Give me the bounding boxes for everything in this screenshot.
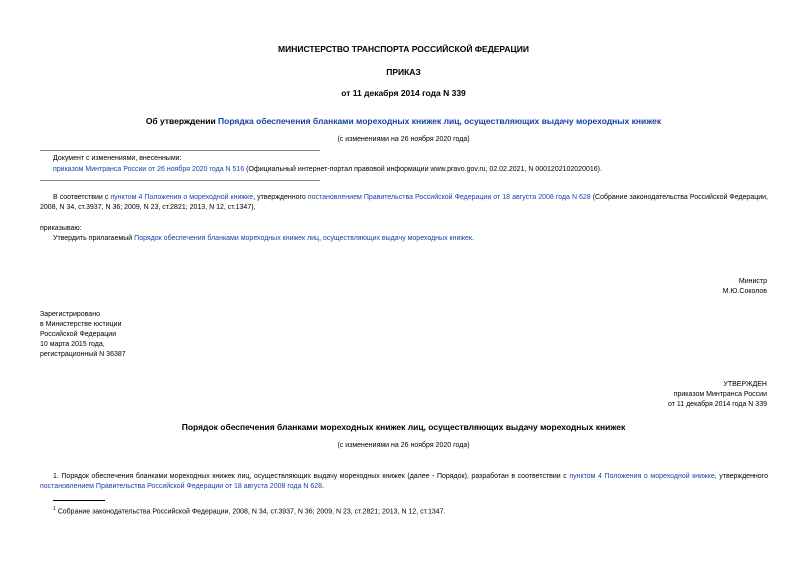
registration-line: в Министерстве юстиции (40, 321, 122, 328)
registration-line: Зарегистрировано (40, 311, 100, 318)
signature-position: Министр (738, 278, 767, 285)
changes-order-link[interactable]: приказом Минтранса России от 26 ноября 2020 года N 516 (53, 166, 245, 173)
procedure-amendment: (с изменениями на 26 ноября 2020 года) (337, 442, 470, 449)
registration-line: Российской Федерации (40, 331, 117, 338)
preamble-regulation-link[interactable]: пунктом 4 Положения о мореходной книжке (110, 194, 254, 201)
approve-text-2: . (472, 235, 474, 242)
doc-type-heading: ПРИКАЗ (386, 67, 421, 77)
preamble-text-2: , утвержденного (253, 194, 308, 201)
registration-block (40, 310, 126, 360)
procedure-resolution-link[interactable]: постановлением Правительства Российской Федерации от 18 августа 2008 года N 628 (40, 483, 323, 490)
footnote (53, 506, 446, 515)
order-word: приказываю: (40, 225, 82, 232)
footnote-rule (53, 500, 105, 501)
order-date-number: от 11 декабря 2014 года N 339 (341, 88, 466, 98)
approve-procedure-link[interactable]: Порядок обеспечения бланками мореходных книжек лиц, осуществляющих выдачу мореходных книжек (134, 235, 472, 242)
title-procedure-link[interactable]: Порядка обеспечения бланками мореходных книжек лиц, осуществляющих выдачу мореходных книжек (218, 116, 662, 126)
registration-line: 10 марта 2015 года, (40, 341, 105, 348)
preamble-text-1: В соответствии с (53, 194, 111, 201)
preamble-paragraph (40, 193, 768, 213)
footnote-mark: 1 (53, 506, 56, 512)
preamble-resolution-link[interactable]: постановлением Правительства Российской Федерации от 18 августа 2008 года N 628 (307, 194, 591, 201)
approve-text-1: Утвердить прилагаемый (53, 235, 135, 242)
title-prefix: Об утверждении (145, 116, 219, 126)
changes-line2 (53, 166, 602, 173)
approve-paragraph (53, 235, 474, 242)
footnote-text: Собрание законодательства Российской Федерации, 2008, N 34, ст.3937, N 36; 2009, N 23, ст.2821; 2013, N 12, ст.1347. (55, 508, 446, 516)
procedure-text-1: 1. Порядок обеспечения бланками мореходных книжек лиц, осуществляющих выдачу мореходных книжек (далее - Порядок), разработан в соответствии с (53, 473, 570, 480)
changes-line1: Документ с изменениями, внесенными: (53, 155, 182, 162)
changes-tail: (Официальный интернет-портал правовой информации www.pravo.gov.ru, 02.02.2021, N 0001202102020016). (244, 166, 602, 173)
approved-line: приказом Минтранса России (673, 391, 767, 398)
order-title (0, 116, 807, 126)
procedure-paragraph-1 (40, 472, 768, 492)
ministry-heading: МИНИСТЕРСТВО ТРАНСПОРТА РОССИЙСКОЙ ФЕДЕРАЦИИ (278, 44, 529, 54)
approved-block (668, 380, 767, 410)
procedure-title: Порядок обеспечения бланками мореходных книжек лиц, осуществляющих выдачу мореходных книжек (181, 422, 626, 432)
approved-line: УТВЕРЖДЕН (723, 381, 767, 388)
procedure-regulation-link[interactable]: пунктом 4 Положения о мореходной книжке (569, 473, 715, 480)
procedure-text-3: . (322, 483, 325, 490)
signature-name: М.Ю.Соколов (722, 288, 767, 295)
procedure-text-2: , утвержденного (714, 473, 768, 480)
changes-bottom-rule (40, 180, 320, 181)
approved-line: от 11 декабря 2014 года N 339 (667, 401, 767, 408)
amendment-note: (с изменениями на 26 ноября 2020 года) (337, 136, 470, 143)
changes-top-rule (40, 150, 320, 151)
preamble-text-3: (Собрание законодательства Российской Федерации, 2008, N 34, ст.3937, N 36; 2009, N 23, ст.2821; 2013, N 12, ст.1347), (40, 194, 768, 211)
registration-line: регистрационный N 36387 (40, 351, 126, 358)
